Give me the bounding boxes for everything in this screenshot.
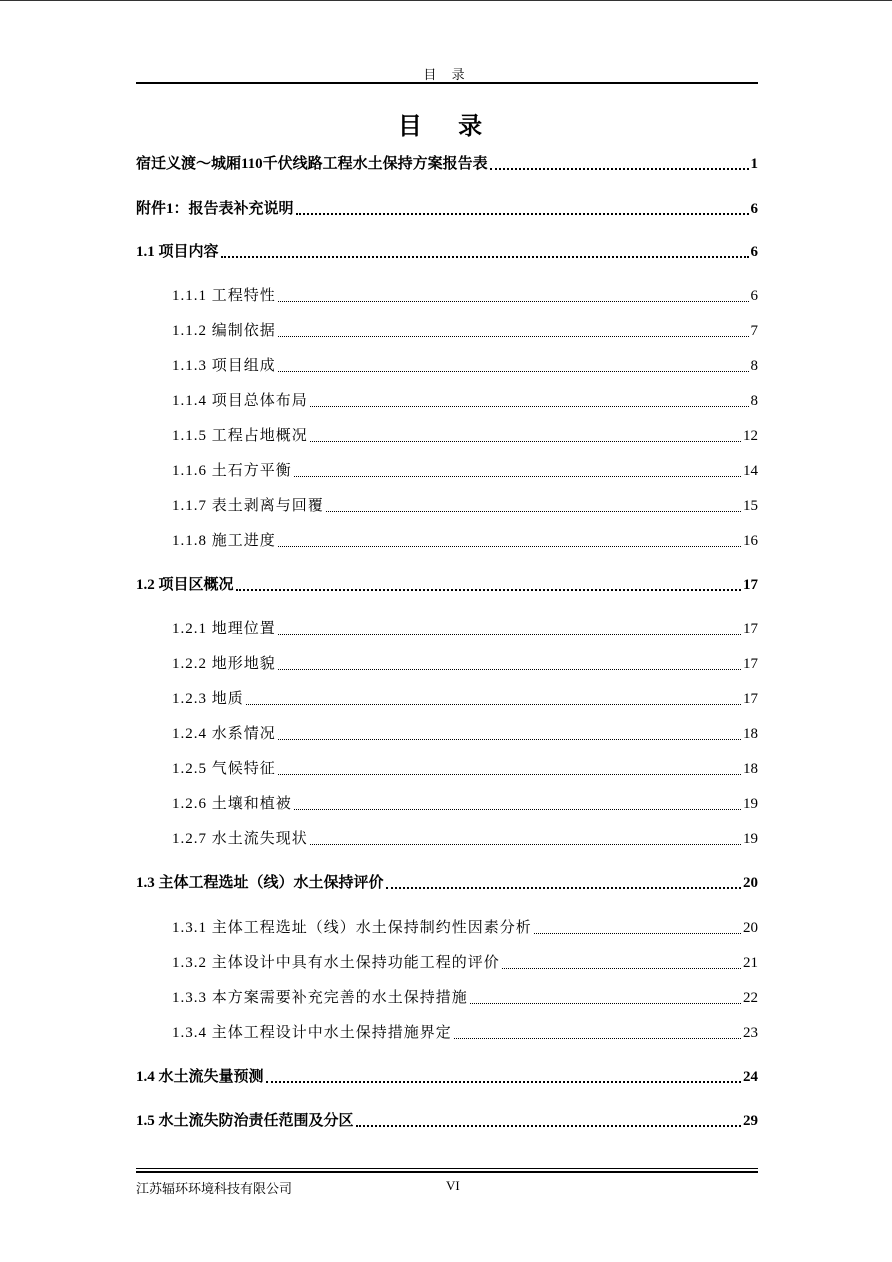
- toc-leader-dots: [454, 1038, 741, 1039]
- toc-entry-page: 22: [743, 990, 758, 1006]
- toc-entry-page: 15: [743, 498, 758, 514]
- toc-entry-label: 1.2 项目区概况: [136, 577, 234, 593]
- toc-entry-page: 21: [743, 955, 758, 971]
- toc-leader-dots: [246, 704, 741, 705]
- toc-entry-label: 1.2.1 地理位置: [172, 621, 276, 637]
- footer-page-number: VI: [446, 1178, 460, 1193]
- toc-leader-dots: [326, 511, 741, 512]
- toc-entry-page: 12: [743, 428, 758, 444]
- toc-entry-page: 16: [743, 533, 758, 549]
- toc-leader-dots: [294, 476, 741, 477]
- toc-entry-section[interactable]: [172, 758, 758, 780]
- toc-entry-page: 1: [750, 156, 758, 172]
- toc-entry-section[interactable]: [172, 495, 758, 517]
- toc-entry-page: 7: [750, 323, 758, 339]
- toc-entry-label: 1.3.4 主体工程设计中水土保持措施界定: [172, 1025, 452, 1041]
- page-title: 目 录: [397, 112, 497, 140]
- toc-leader-dots: [221, 256, 749, 258]
- toc-leader-dots: [278, 669, 741, 670]
- toc-leader-dots: [490, 168, 749, 170]
- toc-entry-section[interactable]: [172, 285, 758, 307]
- toc-entry-chapter[interactable]: [136, 241, 758, 263]
- toc-entry-page: 19: [743, 831, 758, 847]
- toc-entry-page: 8: [750, 393, 758, 409]
- toc-entry-page: 17: [743, 691, 758, 707]
- toc-entry-label: 1.2.2 地形地貌: [172, 656, 276, 672]
- toc-entry-section[interactable]: [172, 320, 758, 342]
- toc-leader-dots: [294, 809, 741, 810]
- footer-company: 江苏辐环环境科技有限公司: [136, 1181, 293, 1196]
- toc-entry-label: 1.1.2 编制依据: [172, 323, 276, 339]
- toc-entry-label: 1.2.5 气候特征: [172, 761, 276, 777]
- toc-entry-page: 19: [743, 796, 758, 812]
- toc-entry-section[interactable]: [172, 952, 758, 974]
- toc-leader-dots: [266, 1081, 741, 1083]
- toc-entry-section[interactable]: [172, 390, 758, 412]
- running-header: 目 录: [423, 67, 471, 82]
- toc-entry-section[interactable]: [172, 828, 758, 850]
- toc-entry-chapter[interactable]: [136, 198, 758, 220]
- toc-entry-section[interactable]: [172, 618, 758, 640]
- toc-entry-section[interactable]: [172, 355, 758, 377]
- toc-leader-dots: [534, 933, 741, 934]
- toc-entry-label: 1.1.4 项目总体布局: [172, 393, 308, 409]
- toc-entry-section[interactable]: [172, 793, 758, 815]
- toc-leader-dots: [470, 1003, 741, 1004]
- toc-entry-label: 1.2.4 水系情况: [172, 726, 276, 742]
- toc-entry-label: 1.3.1 主体工程选址（线）水土保持制约性因素分析: [172, 920, 532, 936]
- toc-leader-dots: [278, 774, 741, 775]
- toc-entry-page: 29: [743, 1113, 758, 1129]
- footer-rule: [136, 1168, 758, 1169]
- toc-entry-label: 1.1.8 施工进度: [172, 533, 276, 549]
- toc-entry-page: 18: [743, 761, 758, 777]
- toc-entry-chapter[interactable]: [136, 1110, 758, 1132]
- toc-entry-label: 附件1：报告表补充说明: [136, 201, 294, 217]
- toc-entry-label: 1.1.6 土石方平衡: [172, 463, 292, 479]
- toc-entry-page: 6: [750, 201, 758, 217]
- toc-entry-section[interactable]: [172, 917, 758, 939]
- toc-leader-dots: [356, 1125, 741, 1127]
- toc-entry-label: 1.1.5 工程占地概况: [172, 428, 308, 444]
- toc-entry-page: 18: [743, 726, 758, 742]
- toc-entry-page: 17: [743, 621, 758, 637]
- toc-entry-chapter[interactable]: [136, 1066, 758, 1088]
- toc-entry-page: 6: [750, 288, 758, 304]
- toc-entry-page: 17: [743, 656, 758, 672]
- footer-rule-thick: [136, 1171, 758, 1173]
- toc-entry-section[interactable]: [172, 460, 758, 482]
- toc-entry-label: 1.3 主体工程选址（线）水土保持评价: [136, 875, 384, 891]
- toc-entry-label: 1.2.7 水土流失现状: [172, 831, 308, 847]
- toc-entry-label: 1.2.6 土壤和植被: [172, 796, 292, 812]
- toc-entry-page: 23: [743, 1025, 758, 1041]
- toc-entry-section[interactable]: [172, 653, 758, 675]
- toc-entry-label: 1.1.7 表土剥离与回覆: [172, 498, 324, 514]
- toc-entry-page: 20: [743, 920, 758, 936]
- toc-leader-dots: [310, 406, 749, 407]
- toc-entry-page: 24: [743, 1069, 758, 1085]
- toc-entry-page: 14: [743, 463, 758, 479]
- toc-entry-section[interactable]: [172, 1022, 758, 1044]
- toc-entry-chapter[interactable]: [136, 153, 758, 175]
- toc-entry-page: 17: [743, 577, 758, 593]
- toc-entry-section[interactable]: [172, 987, 758, 1009]
- toc-entry-section[interactable]: [172, 530, 758, 552]
- toc-leader-dots: [278, 546, 741, 547]
- toc-entry-label: 1.4 水土流失量预测: [136, 1069, 264, 1085]
- toc-entry-label: 1.3.2 主体设计中具有水土保持功能工程的评价: [172, 955, 500, 971]
- toc-entry-chapter[interactable]: [136, 574, 758, 596]
- toc-leader-dots: [386, 887, 741, 889]
- toc-entry-label: 1.1 项目内容: [136, 244, 219, 260]
- toc-entry-section[interactable]: [172, 425, 758, 447]
- toc-leader-dots: [310, 844, 741, 845]
- toc-entry-page: 20: [743, 875, 758, 891]
- toc-leader-dots: [278, 336, 749, 337]
- toc-entry-label: 1.2.3 地质: [172, 691, 244, 707]
- toc-entry-section[interactable]: [172, 723, 758, 745]
- toc-entry-label: 宿迁义渡～城厢110千伏线路工程水土保持方案报告表: [136, 156, 488, 172]
- toc-entry-label: 1.1.1 工程特性: [172, 288, 276, 304]
- toc-entry-chapter[interactable]: [136, 872, 758, 894]
- toc-entry-page: 6: [750, 244, 758, 260]
- toc-leader-dots: [310, 441, 741, 442]
- toc-leader-dots: [278, 371, 749, 372]
- toc-leader-dots: [296, 213, 749, 215]
- toc-entry-label: 1.1.3 项目组成: [172, 358, 276, 374]
- toc-entry-label: 1.5 水土流失防治责任范围及分区: [136, 1113, 354, 1129]
- toc-entry-page: 8: [750, 358, 758, 374]
- toc-leader-dots: [278, 739, 741, 740]
- toc-leader-dots: [278, 301, 749, 302]
- toc-entry-section[interactable]: [172, 688, 758, 710]
- toc-leader-dots: [278, 634, 741, 635]
- toc-leader-dots: [236, 589, 741, 591]
- toc-entry-label: 1.3.3 本方案需要补充完善的水土保持措施: [172, 990, 468, 1006]
- toc-leader-dots: [502, 968, 741, 969]
